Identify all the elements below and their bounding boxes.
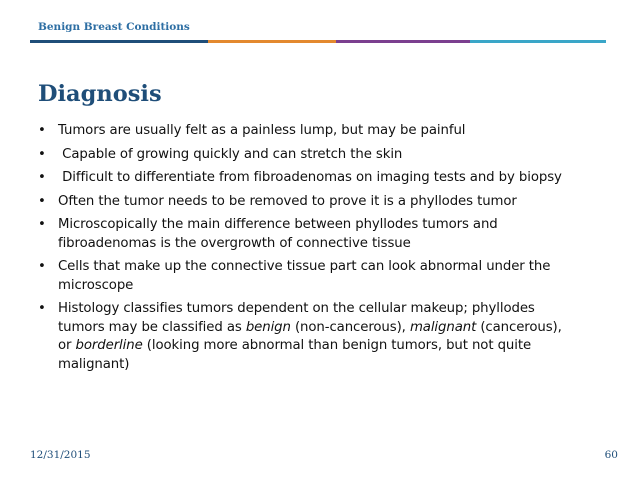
bullet-text: Cells that make up the connective tissue part can look abnormal under the microscope (58, 259, 555, 293)
slide-title: Diagnosis (38, 81, 162, 107)
bullet-marker: • (38, 123, 46, 138)
bullet-item (38, 146, 578, 165)
color-bar-segment (30, 40, 208, 43)
footer-date: 12/31/2015 (30, 449, 91, 461)
bullet-marker: • (38, 170, 46, 185)
bullet-item (38, 258, 578, 295)
section-header: Benign Breast Conditions (38, 21, 190, 33)
histology-text-part: (non-cancerous), (290, 319, 410, 335)
bullet-text: Difficult to differentiate from fibroadenomas on imaging tests and by biopsy (58, 170, 562, 185)
color-bar-segment (336, 40, 470, 43)
bullet-item-histology (38, 300, 578, 374)
histology-text-part: (cancerous), or (58, 319, 566, 353)
bullet-text: Microscopically the main difference between phyllodes tumors and fibroadenomas is the overgrowth of connective tissue (58, 217, 502, 251)
bullet-text: Capable of growing quickly and can stretch the skin (58, 146, 403, 162)
bullet-item (38, 193, 578, 212)
header-color-bar (30, 40, 606, 43)
page-number: 60 (604, 449, 618, 461)
color-bar-segment (470, 40, 606, 43)
bullet-list (38, 122, 578, 379)
bullet-marker: • (38, 193, 46, 209)
term-borderline: borderline (75, 338, 143, 353)
bullet-item (38, 169, 578, 188)
bullet-text: Often the tumor needs to be removed to prove it is a phyllodes tumor (58, 193, 517, 209)
bullet-item (38, 122, 578, 141)
term-malignant: malignant (409, 319, 477, 335)
bullet-marker: • (38, 217, 46, 232)
bullet-marker: • (38, 301, 46, 316)
color-bar-segment (208, 40, 336, 43)
bullet-marker: • (38, 259, 46, 274)
histology-text-part: (looking more abnormal than benign tumors, but not quite malignant) (58, 338, 536, 372)
bullet-item (38, 216, 578, 253)
bullet-text: Tumors are usually felt as a painless lump, but may be painful (58, 123, 466, 138)
histology-text-part: Histology classifies tumors dependent on the cellular makeup; phyllodes tumors may be classified as (58, 301, 539, 335)
term-benign: benign (245, 319, 291, 335)
bullet-text (58, 300, 578, 374)
bullet-marker: • (38, 146, 46, 162)
